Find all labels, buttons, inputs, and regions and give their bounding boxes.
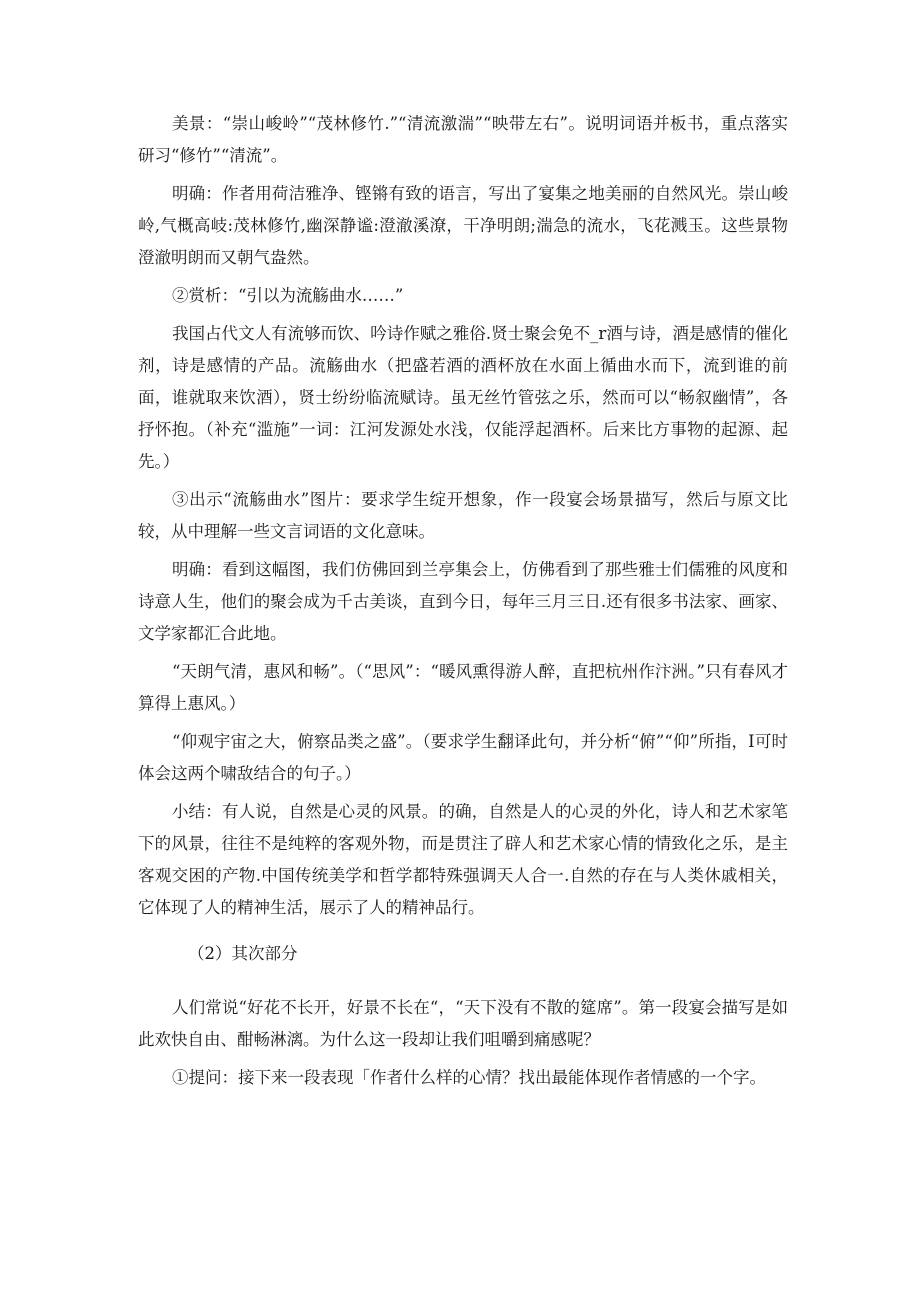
paragraph-people-say: 人们常说“好花不长开，好景不长在“，“天下没有不散的筵席”。第一段宴会描写是如此欢快自由、酣畅淋漓。为什么这一段却让我们咀嚼到痛感呢？ <box>138 998 788 1049</box>
document-body <box>138 108 788 1100</box>
section-heading: （2）其次部分 <box>188 944 298 963</box>
paragraph-sky-clear: “天朗气清，惠风和畅”。（“思风”：“暖风熏得游人醉，直把杭州作汴洲。”只有春风才算得上惠风。） <box>138 662 788 713</box>
paragraph-appreciation: ②赏析：“引以为流觞曲水……” <box>172 286 404 305</box>
paragraph-look-up: “仰观宇宙之大，俯察品类之盛”。（要求学生翻译此句，并分析“俯”“仰”所指，I可时体会这两个啸敌结合的句子。） <box>138 732 788 783</box>
paragraph-question: ①提问：接下来一段表现「作者什么样的心情？找出最能体现作者情感的一个字。 <box>172 1068 766 1087</box>
paragraph-summary: 小结：有人说，自然是心灵的风景。的确，自然是人的心灵的外化，诗人和艺术家笔下的风景，往往不是纯粹的客观外物，而是贯注了辟人和艺术家心情的情致化之乐，是主客观交困的产物.中国传统美学和哲学都特殊强调天人合一.自然的存在与人类休戚相关，它体现了人的精神生活，展示了人的精神品行。 <box>138 802 788 917</box>
paragraph-ancient-literati: 我国占代文人有流够而饮、吟诗作赋之雅俗.贤士聚会免不_r酒与诗，酒是感情的催化剂，诗是感情的产品。流觞曲水（把盛若酒的酒杯放在水面上循曲水而下，流到谁的前面，谁就取来饮酒），贤士纷纷临流赋诗。虽无丝竹管弦之乐，然而可以“畅叙幽情”，各抒怀抱。（补充“滥施”一词：江河发源处水浅，仅能浮起酒杯。后来比方事物的起源、起先。） <box>138 324 788 471</box>
paragraph-show-picture: ③出示“流觞曲水”图片：要求学生绽开想象，作一段宴会场景描写，然后与原文比较，从中理解一些文言词语的文化意味。 <box>138 490 788 541</box>
paragraph-clarification-2: 明确：看到这幅图，我们仿佛回到兰亭集会上，仿佛看到了那些雅士们儒雅的风度和诗意人生，他们的聚会成为千古美谈，直到今日，每年三月三日.还有很多书法家、画家、文学家都汇合此地。 <box>138 560 788 643</box>
paragraph-clarification-1: 明确：作者用荷洁雅净、铿锵有致的语言，写出了宴集之地美丽的自然风光。崇山峻岭,气概高岐:茂林修竹,幽深静谧:澄澈溪潦，干净明朗;湍急的流水，飞花溅玉。这些景物澄澈明朗而又朝气盎然。 <box>138 184 788 267</box>
paragraph-scenery: 美景：“崇山峻岭”“茂林修竹.”“清流激湍”“映带左右”。说明词语并板书，重点落实研习“修竹”“清流”。 <box>138 114 788 165</box>
